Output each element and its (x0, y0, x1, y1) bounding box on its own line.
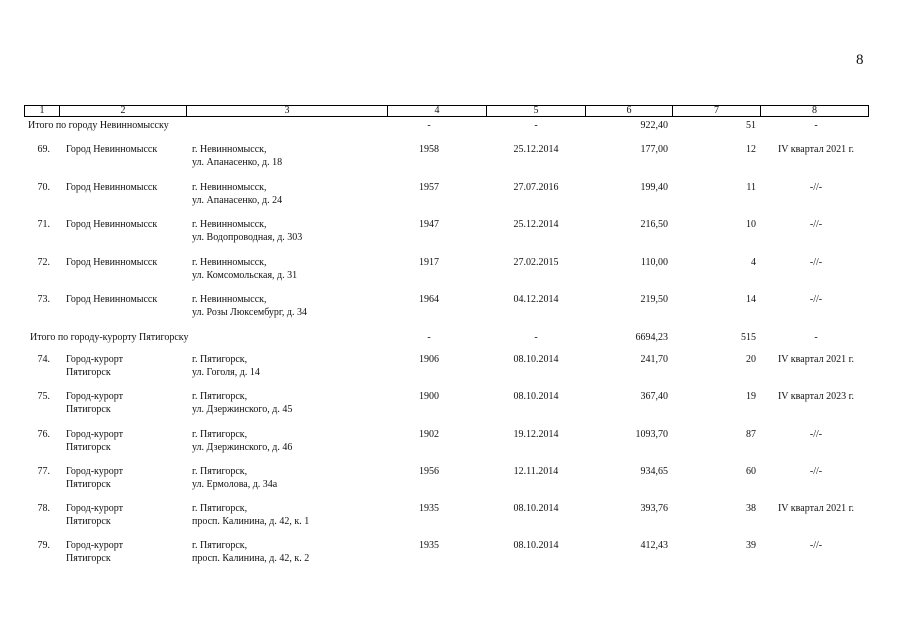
row-name: Город Невинномысск (66, 219, 158, 230)
row-term: -//- (809, 294, 823, 305)
row-address-line1: г. Пятигорск, (192, 354, 248, 365)
table-row (0, 390, 903, 420)
row-date: 25.12.2014 (513, 144, 559, 155)
row-area: 934,65 (640, 466, 668, 477)
total-term: - (814, 332, 818, 343)
header-cell: 8 (761, 106, 869, 117)
row-address-line1: г. Пятигорск, (192, 540, 248, 551)
row-area: 177,00 (640, 144, 668, 155)
row-term: -//- (809, 540, 823, 551)
row-date: 25.12.2014 (513, 219, 559, 230)
header-cell: 2 (60, 106, 187, 117)
row-name-line1: Город-курорт (66, 466, 123, 477)
row-number: 77. (37, 466, 50, 477)
header-cell: 5 (487, 106, 586, 117)
row-term: IV квартал 2021 г. (777, 354, 855, 365)
total-label: Итого по городу Невинномысску (28, 120, 169, 131)
row-count: 11 (746, 182, 756, 193)
row-number: 70. (37, 182, 50, 193)
row-date: 08.10.2014 (513, 391, 559, 402)
row-number: 73. (37, 294, 50, 305)
row-number: 76. (37, 429, 50, 440)
row-address-line2: ул. Апанасенко, д. 18 (192, 157, 283, 168)
row-address-line2: ул. Комсомольская, д. 31 (192, 270, 298, 281)
table-row (0, 502, 903, 532)
row-count: 19 (746, 391, 756, 402)
row-count: 4 (751, 257, 756, 268)
total-area: 922,40 (640, 120, 668, 131)
table-row (0, 181, 903, 211)
row-count: 87 (746, 429, 756, 440)
row-count: 12 (746, 144, 756, 155)
row-term: -//- (809, 182, 823, 193)
row-number: 78. (37, 503, 50, 514)
row-address-line1: г. Невинномысск, (192, 257, 267, 268)
row-address-line2: просп. Калинина, д. 42, к. 2 (192, 553, 310, 564)
row-count: 60 (746, 466, 756, 477)
row-address-line1: г. Невинномысск, (192, 294, 267, 305)
row-year: 1964 (419, 294, 439, 305)
row-date: 08.10.2014 (513, 354, 559, 365)
row-name-line2: Пятигорск (66, 404, 111, 415)
row-name-line2: Пятигорск (66, 553, 111, 564)
row-term: -//- (809, 219, 823, 230)
total-year: - (427, 120, 431, 131)
row-address-line2: ул. Ермолова, д. 34а (192, 479, 278, 490)
row-term: IV квартал 2021 г. (777, 503, 855, 514)
row-year: 1902 (419, 429, 439, 440)
row-area: 241,70 (640, 354, 668, 365)
row-date: 27.02.2015 (513, 257, 559, 268)
row-name-line2: Пятигорск (66, 479, 111, 490)
total-count: 515 (741, 332, 756, 343)
row-number: 72. (37, 257, 50, 268)
row-area: 219,50 (640, 294, 668, 305)
row-area: 393,76 (640, 503, 668, 514)
total-date: - (534, 332, 538, 343)
row-address-line1: г. Пятигорск, (192, 466, 248, 477)
row-area: 367,40 (640, 391, 668, 402)
row-address-line2: ул. Дзержинского, д. 45 (192, 404, 293, 415)
row-number: 69. (37, 144, 50, 155)
row-address-line1: г. Пятигорск, (192, 391, 248, 402)
row-address-line2: ул. Розы Люксембург, д. 34 (192, 307, 307, 318)
row-address-line1: г. Пятигорск, (192, 429, 248, 440)
row-name: Город Невинномысск (66, 294, 158, 305)
row-count: 39 (746, 540, 756, 551)
row-name-line1: Город-курорт (66, 391, 123, 402)
table-row (0, 256, 903, 286)
table-row (0, 465, 903, 495)
row-date: 19.12.2014 (513, 429, 559, 440)
row-number: 74. (37, 354, 50, 365)
column-number-header (24, 105, 869, 117)
total-term: - (814, 120, 818, 131)
table-row (0, 539, 903, 569)
row-name-line1: Город-курорт (66, 503, 123, 514)
row-name-line1: Город-курорт (66, 540, 123, 551)
page-number: 8 (856, 52, 864, 68)
row-number: 79. (37, 540, 50, 551)
row-count: 10 (746, 219, 756, 230)
row-address-line1: г. Невинномысск, (192, 182, 267, 193)
row-year: 1906 (419, 354, 439, 365)
row-count: 14 (746, 294, 756, 305)
row-term: IV квартал 2023 г. (777, 391, 855, 402)
row-count: 38 (746, 503, 756, 514)
total-area: 6694,23 (635, 332, 668, 343)
row-name-line1: Город-курорт (66, 429, 123, 440)
table-row (0, 143, 903, 173)
row-name: Город Невинномысск (66, 257, 158, 268)
row-year: 1947 (419, 219, 439, 230)
row-number: 71. (37, 219, 50, 230)
row-area: 1093,70 (635, 429, 668, 440)
table-row (0, 218, 903, 248)
total-year: - (427, 332, 431, 343)
row-year: 1935 (419, 503, 439, 514)
row-address-line1: г. Невинномысск, (192, 144, 267, 155)
table-row (0, 293, 903, 323)
header-cell: 7 (673, 106, 761, 117)
row-term: IV квартал 2021 г. (777, 144, 855, 155)
row-address-line2: ул. Водопроводная, д. 303 (192, 232, 303, 243)
row-count: 20 (746, 354, 756, 365)
row-date: 08.10.2014 (513, 503, 559, 514)
row-address-line2: ул. Дзержинского, д. 46 (192, 442, 293, 453)
row-number: 75. (37, 391, 50, 402)
row-term: -//- (809, 257, 823, 268)
header-cell: 3 (187, 106, 388, 117)
row-area: 110,00 (640, 257, 668, 268)
row-date: 12.11.2014 (513, 466, 559, 477)
row-name: Город Невинномысск (66, 144, 158, 155)
row-date: 08.10.2014 (513, 540, 559, 551)
row-address-line2: ул. Апанасенко, д. 24 (192, 195, 283, 206)
row-area: 199,40 (640, 182, 668, 193)
row-address-line2: просп. Калинина, д. 42, к. 1 (192, 516, 310, 527)
total-row (0, 331, 903, 345)
row-name-line2: Пятигорск (66, 516, 111, 527)
row-year: 1917 (419, 257, 439, 268)
row-area: 216,50 (640, 219, 668, 230)
table-row (0, 353, 903, 383)
header-cell: 1 (25, 106, 60, 117)
row-term: -//- (809, 466, 823, 477)
row-address-line1: г. Невинномысск, (192, 219, 267, 230)
row-year: 1958 (419, 144, 439, 155)
row-name-line2: Пятигорск (66, 367, 111, 378)
row-address-line2: ул. Гоголя, д. 14 (192, 367, 260, 378)
row-address-line1: г. Пятигорск, (192, 503, 248, 514)
row-year: 1957 (419, 182, 439, 193)
table-row (0, 428, 903, 458)
row-year: 1900 (419, 391, 439, 402)
header-cell: 6 (586, 106, 673, 117)
total-row (0, 119, 903, 133)
row-date: 27.07.2016 (513, 182, 559, 193)
row-date: 04.12.2014 (513, 294, 559, 305)
row-year: 1956 (419, 466, 439, 477)
total-date: - (534, 120, 538, 131)
total-count: 51 (746, 120, 756, 131)
row-year: 1935 (419, 540, 439, 551)
row-name-line1: Город-курорт (66, 354, 123, 365)
header-cell: 4 (388, 106, 487, 117)
total-label: Итого по городу-курорту Пятигорску (30, 332, 189, 343)
row-area: 412,43 (640, 540, 668, 551)
row-name: Город Невинномысск (66, 182, 158, 193)
row-name-line2: Пятигорск (66, 442, 111, 453)
row-term: -//- (809, 429, 823, 440)
